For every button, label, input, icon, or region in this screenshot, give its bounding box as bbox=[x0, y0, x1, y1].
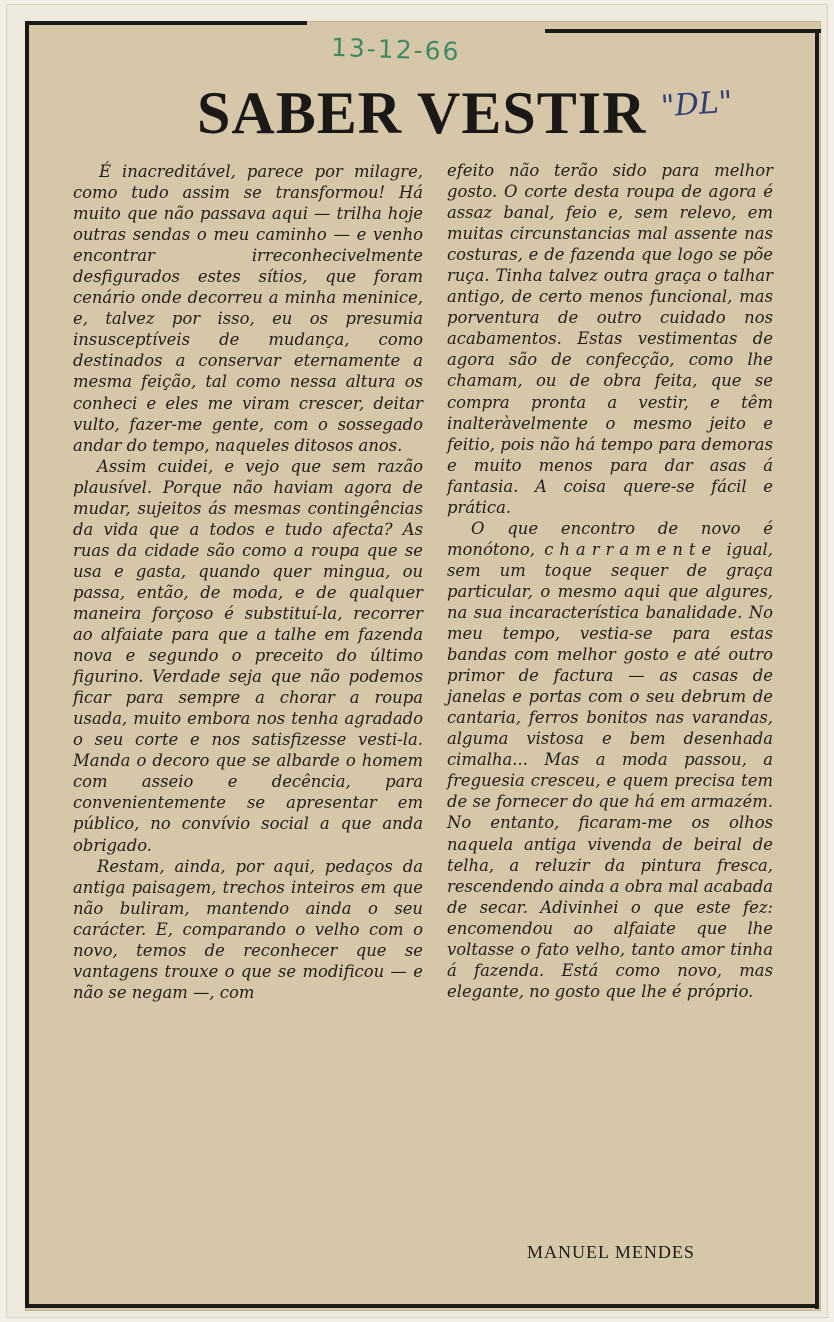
left-border bbox=[25, 21, 29, 1307]
top-rule-right bbox=[545, 29, 821, 33]
paragraph bbox=[447, 518, 773, 1002]
scan-background bbox=[6, 4, 828, 1318]
spaced-word: charramente bbox=[544, 539, 718, 559]
paragraph: Restam, ainda, por aqui, pedaços da antiga paisagem, trechos inteiros em que não buliram, mantendo ainda o seu carácter. E, comparando o velho com o novo, temos de reconhecer que se vantagens trouxe o que se modificou — e não se negam —, com bbox=[73, 856, 423, 1002]
newspaper-clipping bbox=[25, 21, 821, 1311]
paragraph: Assim cuidei, e vejo que sem razão plausível. Porque não haviam agora de mudar, sujeitos ás mesmas contingências da vida que a todos e tudo afecta? As ruas da cidade são como a roupa que se usa e gasta, quando quer mingua, ou passa, então, de moda, e de qualquer maneira forçoso é substituí-la, recorrer ao alfaiate para que a talhe em fazenda nova e segundo o preceito do último figurino. Verdade seja que não podemos ficar para sempre a chorar a roupa usada, muito embora nos tenha agradado o seu corte e nos satisfizesse vesti-la. Manda o decoro que se albarde o homem com asseio e decência, para convenientemente se apresentar em público, no convívio social a que anda obrigado. bbox=[73, 456, 423, 855]
article-title: SABER VESTIR bbox=[197, 80, 647, 146]
paragraph: É inacreditável, parece por milagre, como tudo assim se transformou! Há muito que não passava aqui — trilha hoje outras sendas o meu caminho — e venho encontrar irreconhecivelmente desfigurados estes sítios, que foram cenário onde decorreu a minha meninice, e, talvez por isso, eu os presumia insusceptíveis de mudança, como destinados a conservar eternamente a mesma feição, tal como nessa altura os conheci e eles me viram crescer, deitar vulto, fazer-me gente, com o sossegado andar do tempo, naqueles ditosos anos. bbox=[73, 162, 423, 455]
paragraph-text: O que encontro de novo é monótono, bbox=[447, 518, 773, 559]
handwritten-publication-note: "DL" bbox=[659, 84, 734, 125]
handwritten-date: 13-12-66 bbox=[330, 32, 461, 67]
right-border bbox=[815, 29, 819, 1309]
paragraph-text: igual, sem um toque sequer de graça particular, o mesmo aqui que algures, na sua incaracterística banalidade. No meu tempo, vestia-se para estas bandas com melhor gosto e até outro primor de factura — as casas de janelas e portas com o seu debrum de cantaria, ferros bonitos nas varandas, alguma vistosa e bem desenhada cimalha... Mas a moda passou, a freguesia cresceu, e quem precisa tem de se fornecer do que há em armazém. No entanto, ficaram-me os olhos naquela antiga vivenda de beiral de telha, a reluzir da pintura fresca, rescendendo ainda a obra mal acabada de secar. Adivinhei o que este fez: encomendou ao alfaiate que lhe voltasse o fato velho, tanto amor tinha á fazenda. Está como novo, mas elegante, no gosto que lhe é próprio. bbox=[447, 539, 773, 1001]
text-column-left bbox=[73, 161, 423, 1003]
paragraph: efeito não terão sido para melhor gosto. O corte desta roupa de agora é assaz banal, feio e, sem relevo, em muitas circunstancias mal assente nas costuras, e de fazenda que logo se põe ruça. Tinha talvez outra graça o talhar antigo, de certo menos funcional, mas porventura de outro cuidado nos acabamentos. Estas vestimentas de agora são de confecção, como lhe chamam, ou de obra feita, que se compra pronta a vestir, e têm inalteràvelmente o mesmo jeito e feitio, pois não há tempo para demoras e muito menos para dar asas á fantasia. A coisa quere-se fácil e prática. bbox=[447, 161, 773, 517]
top-rule-left bbox=[25, 21, 307, 25]
bottom-border bbox=[25, 1304, 819, 1308]
author-signature: MANUEL MENDES bbox=[527, 1242, 695, 1262]
text-column-right bbox=[447, 160, 773, 1002]
